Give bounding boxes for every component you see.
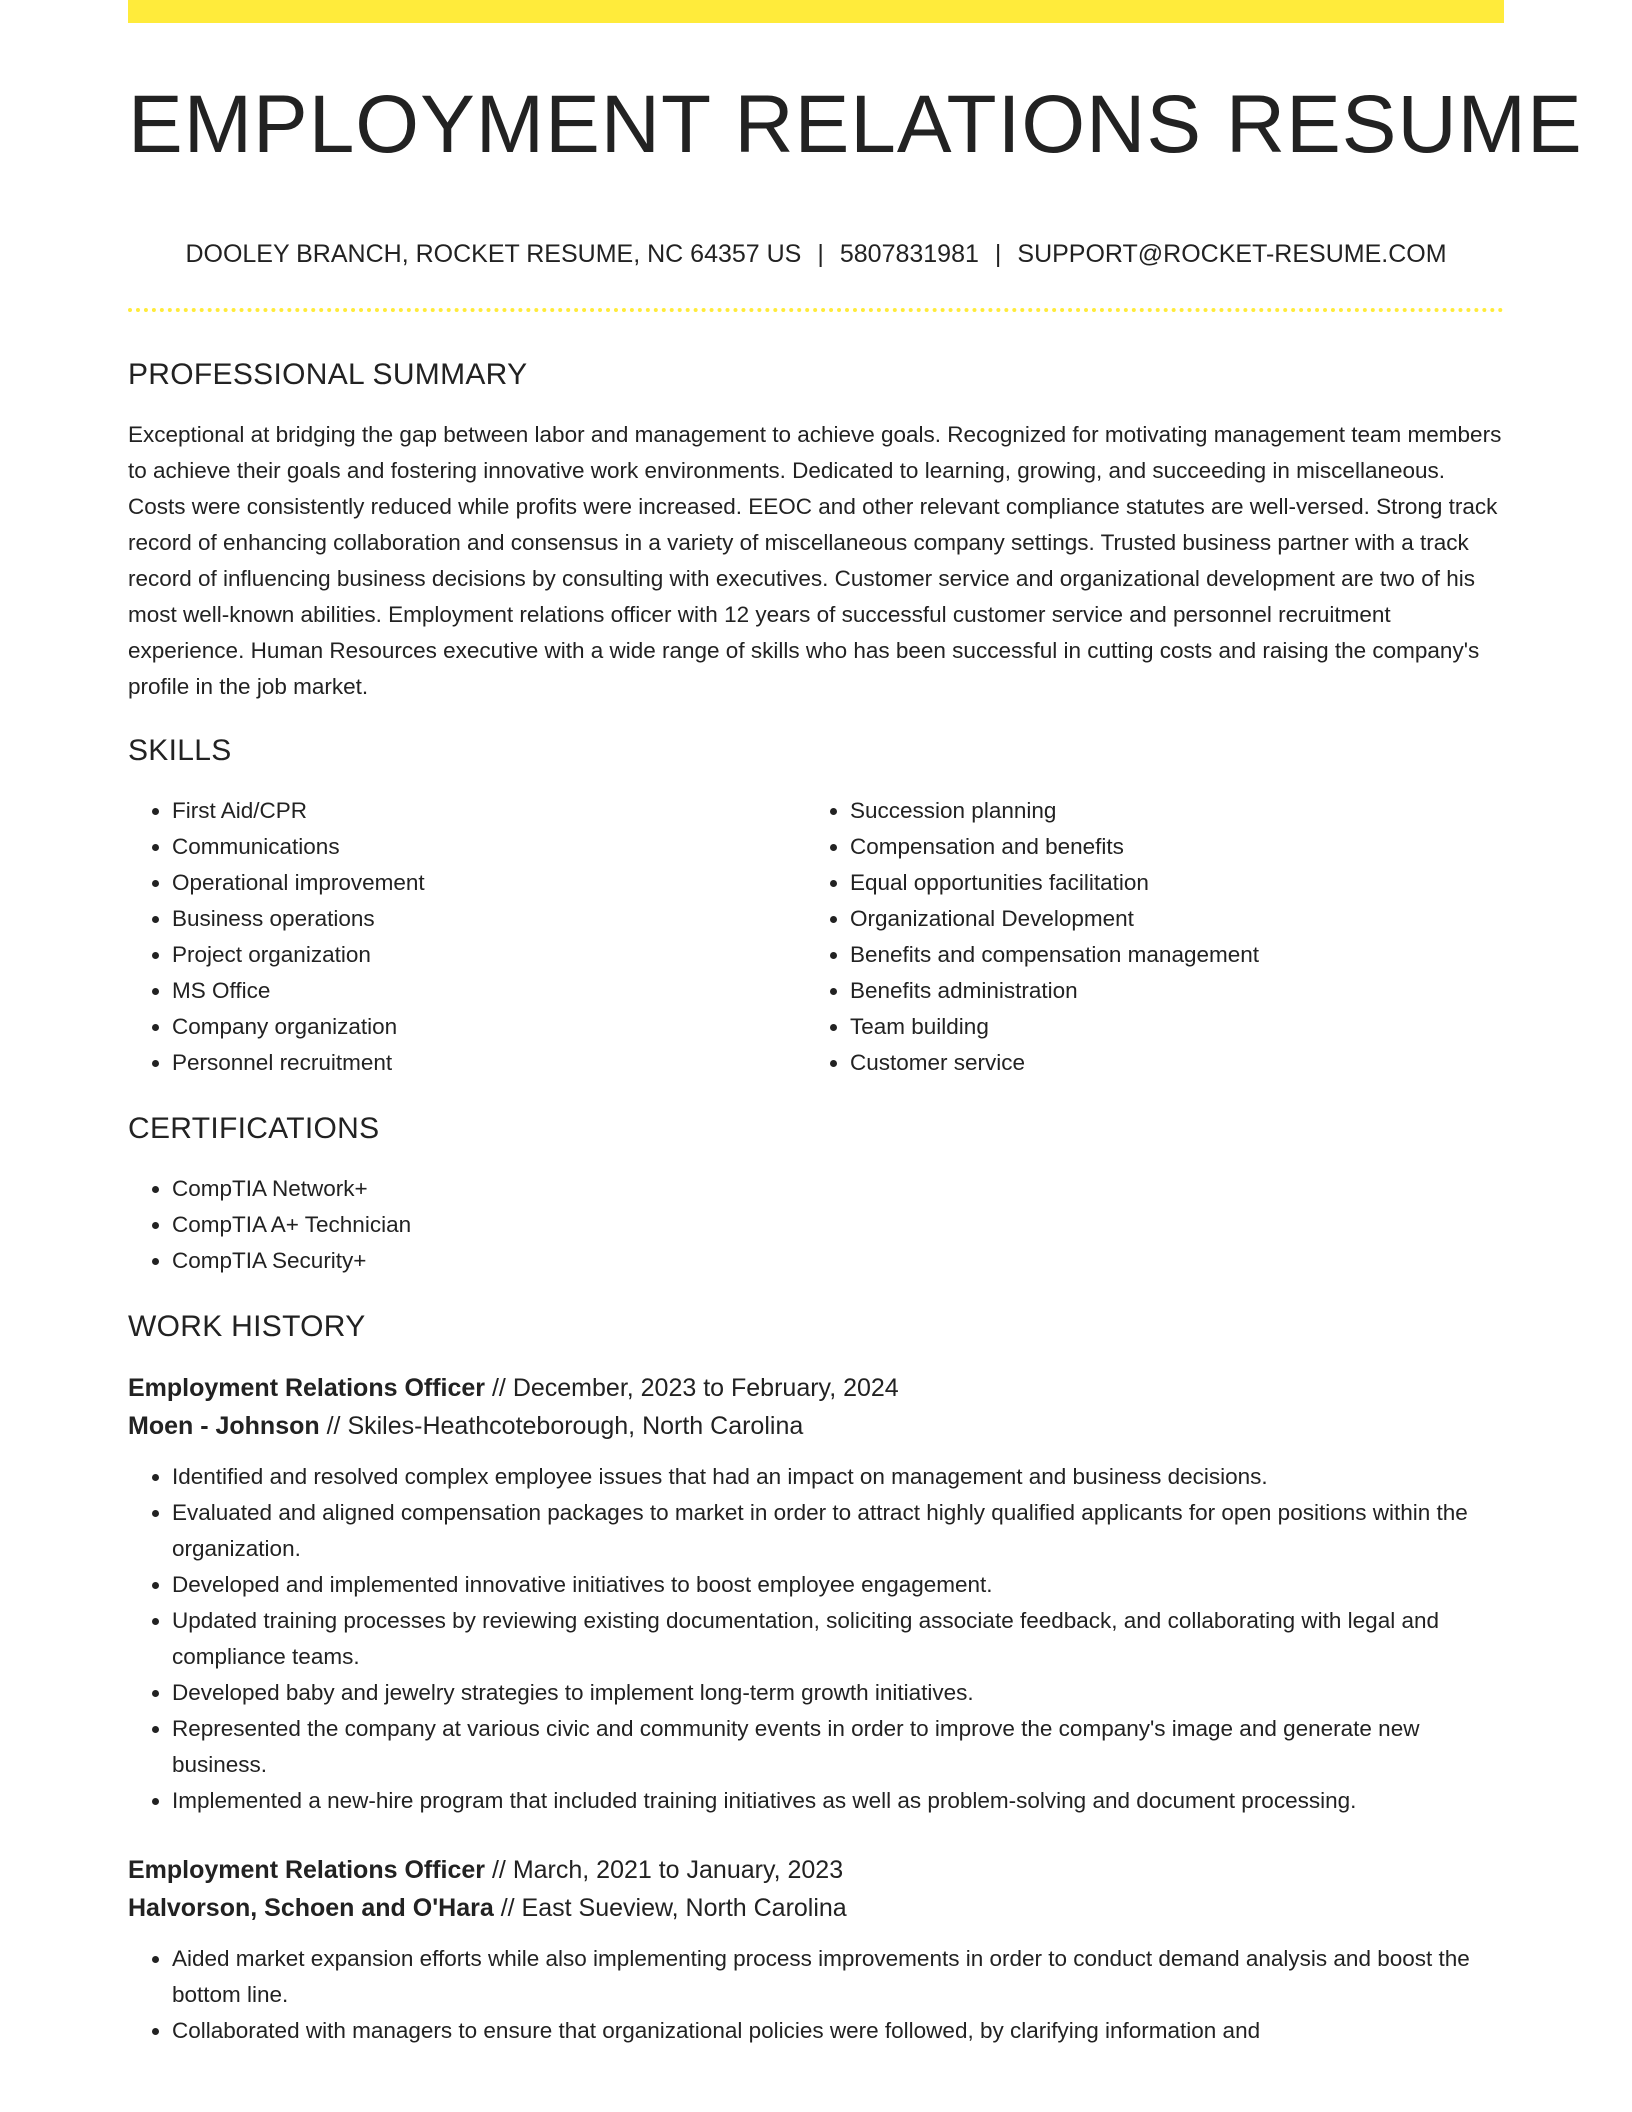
summary-text: Exceptional at bridging the gap between labor and management to achieve goals. Recognized for motivating management team members to achieve their goals and fostering innovative work environments. Dedicated to learning, growing, and succeeding in miscellaneous. Costs were consistently reduced while profits were increased. EEOC and other relevant compliance statutes are well-versed. Strong track record of enhancing collaboration and consensus in a variety of miscellaneous company settings. Trusted business partner with a track record of influencing business decisions by consulting with executives. Customer service and organizational development are two of his most well-known abilities. Employment relations officer with 12 years of successful customer service and personnel recruitment experience. Human Resources executive with a wide range of skills who has been successful in cutting costs and raising the company's profile in the job market. [128, 422, 1502, 699]
skill-item: • Team building [850, 1009, 1484, 1045]
job-title: Employment Relations Officer [128, 1374, 486, 1402]
contact-separator: | [817, 240, 824, 268]
accent-bar [128, 0, 1504, 23]
job-company: Moen - Johnson [128, 1412, 320, 1440]
skill-item: • MS Office [172, 973, 806, 1009]
section-heading-skills: SKILLS [128, 734, 232, 767]
job-bullet: • Evaluated and aligned compensation packages to market in order to attract highly qualified applicants for open positions within the organization. [172, 1495, 1504, 1567]
resume-page [128, 0, 1583, 2112]
contact-phone: 5807831981 [839, 240, 979, 268]
skills-list-left [128, 793, 806, 1081]
contact-separator: | [994, 240, 1002, 268]
skill-item: • Benefits and compensation management [850, 937, 1484, 973]
job-bullet: • Represented the company at various civic and community events in order to improve the company's image and generate new business. [172, 1711, 1504, 1783]
skill-item: • Customer service [850, 1045, 1484, 1081]
skill-item: • Succession planning [850, 793, 1484, 829]
skill-item: • Operational improvement [172, 865, 806, 901]
job-bullet: • Implemented a new-hire program that included training initiatives as well as problem-solving and document processing. [172, 1783, 1504, 1819]
skill-item: • First Aid/CPR [172, 793, 806, 829]
skill-item: • Communications [172, 829, 806, 865]
job-bullet: • Developed baby and jewelry strategies to implement long-term growth initiatives. [172, 1675, 1504, 1711]
skill-item: • Company organization [172, 1009, 806, 1045]
contact-line [128, 240, 1504, 269]
certifications-list [128, 1171, 1504, 1279]
job-location: // East Sueview, North Carolina [500, 1894, 847, 1922]
job-entry [128, 1369, 1504, 1819]
job-bullet: • Collaborated with managers to ensure that organizational policies were followed, by clarifying information and [172, 2013, 1504, 2049]
contact-email: SUPPORT@ROCKET-RESUME.COM [1017, 240, 1447, 268]
page-title: EMPLOYMENT RELATIONS RESUME [128, 79, 1583, 170]
section-heading-summary: PROFESSIONAL SUMMARY [128, 358, 528, 391]
job-title-line [128, 1851, 1504, 1889]
job-bullet: • Developed and implemented innovative initiatives to boost employee engagement. [172, 1567, 1504, 1603]
job-bullet: • Aided market expansion efforts while also implementing process improvements in order to conduct demand analysis and boost the bottom line. [172, 1941, 1504, 2013]
certification-item: • CompTIA Security+ [172, 1243, 1504, 1279]
skill-item: • Equal opportunities facilitation [850, 865, 1484, 901]
skill-item: • Project organization [172, 937, 806, 973]
certification-item: • CompTIA Network+ [172, 1171, 1504, 1207]
job-title-line [128, 1369, 1504, 1407]
skill-item: • Compensation and benefits [850, 829, 1484, 865]
skills-list-right [806, 793, 1484, 1081]
certification-item: • CompTIA A+ Technician [172, 1207, 1504, 1243]
contact-address: DOOLEY BRANCH, ROCKET RESUME, NC 64357 US [185, 240, 802, 268]
job-dates: // March, 2021 to January, 2023 [491, 1856, 844, 1884]
certifications-block [128, 1171, 1504, 1279]
job-company-line [128, 1407, 1504, 1445]
job-company: Halvorson, Schoen and O'Hara [128, 1894, 494, 1922]
skill-item: • Organizational Development [850, 901, 1484, 937]
job-entry [128, 1851, 1504, 2049]
job-dates: // December, 2023 to February, 2024 [491, 1374, 899, 1402]
skill-item: • Benefits administration [850, 973, 1484, 1009]
job-bullets [128, 1459, 1504, 1819]
skills-columns [128, 793, 1504, 1081]
dotted-divider [128, 308, 1504, 312]
job-title: Employment Relations Officer [128, 1856, 486, 1884]
job-bullets [128, 1941, 1504, 2049]
section-heading-certifications: CERTIFICATIONS [128, 1112, 380, 1145]
job-bullet: • Updated training processes by reviewing existing documentation, soliciting associate feedback, and collaborating with legal and compliance teams. [172, 1603, 1504, 1675]
job-bullet: • Identified and resolved complex employee issues that had an impact on management and business decisions. [172, 1459, 1504, 1495]
skill-item: • Personnel recruitment [172, 1045, 806, 1081]
resume-content [128, 355, 1504, 2081]
section-heading-work-history: WORK HISTORY [128, 1310, 366, 1343]
job-location: // Skiles-Heathcoteborough, North Carolina [326, 1412, 804, 1440]
job-company-line [128, 1889, 1504, 1927]
skill-item: • Business operations [172, 901, 806, 937]
